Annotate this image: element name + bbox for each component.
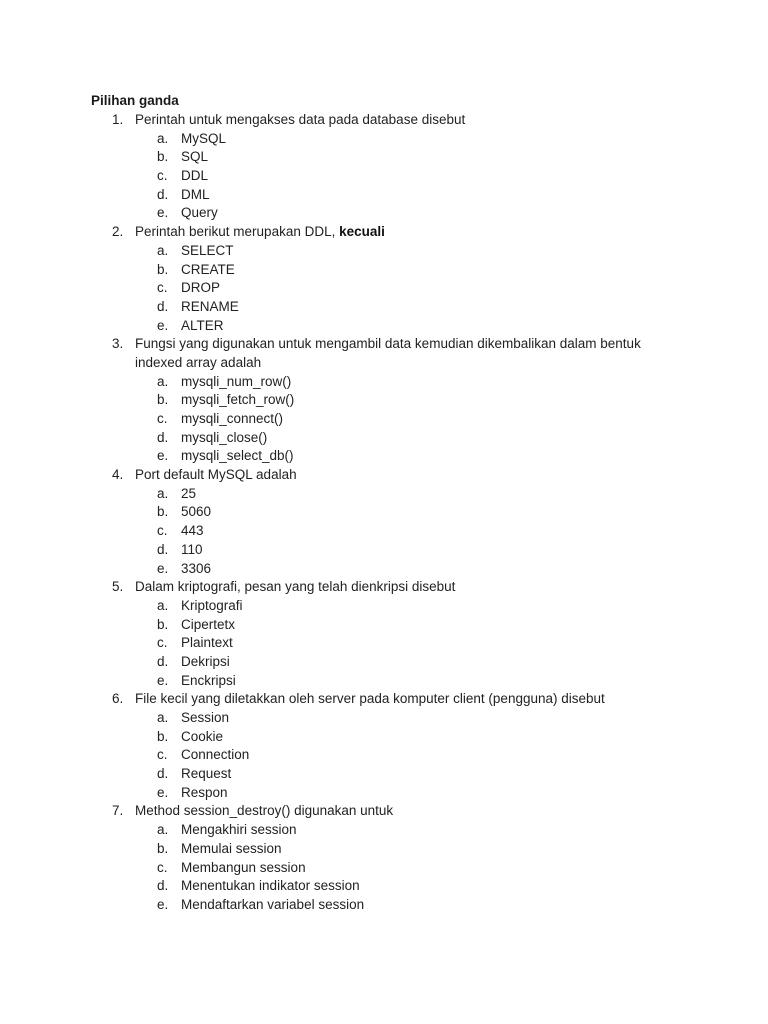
answer-option (0, 410, 768, 429)
option-text: DDL (181, 168, 209, 184)
option-text: Session (181, 710, 230, 725)
option-text: Dekripsi (181, 653, 230, 669)
answer-option (0, 167, 768, 186)
question-text (135, 111, 465, 130)
question-emphasis: kecuali (339, 224, 385, 240)
question-item (0, 578, 768, 690)
question-text (135, 335, 641, 354)
option-letter: c. (157, 635, 168, 651)
option-text: mysqli_fetch_row() (181, 392, 295, 408)
question-item (0, 335, 768, 466)
question-line (0, 111, 768, 130)
option-text: Request (181, 766, 232, 782)
answer-option (0, 242, 768, 261)
option-text: mysqli_close() (181, 429, 268, 445)
answer-option (0, 877, 768, 896)
question-line (0, 335, 768, 354)
option-letter: b. (157, 840, 169, 856)
question-text (135, 578, 455, 597)
option-text: Cookie (181, 728, 224, 744)
option-letter: e. (157, 672, 169, 688)
question-item (0, 111, 768, 223)
option-text: Mendaftarkan variabel session (181, 896, 365, 912)
option-letter: c. (157, 280, 168, 296)
question-text (135, 223, 385, 242)
answer-option (0, 672, 768, 691)
option-text: 25 (181, 485, 197, 501)
option-letter: b. (157, 728, 169, 744)
option-text: Enckripsi (181, 672, 236, 688)
question-text-plain: Fungsi yang digunakan untuk mengambil data kemudian dikembalikan dalam bentuk (135, 336, 641, 352)
answer-option (0, 616, 768, 635)
question-number: 6. (112, 691, 124, 707)
option-letter: a. (157, 130, 169, 146)
option-text: 5060 (181, 504, 212, 520)
answer-option (0, 447, 768, 466)
answer-option (0, 784, 768, 803)
option-text: Membangun session (181, 859, 306, 875)
question-text-plain: Dalam kriptografi, pesan yang telah dienkripsi disebut (135, 579, 456, 595)
option-letter: a. (157, 373, 169, 389)
option-text: mysqli_select_db() (181, 448, 294, 464)
answer-option (0, 261, 768, 280)
answer-option (0, 541, 768, 560)
option-letter: e. (157, 784, 169, 800)
option-text: Query (181, 205, 218, 221)
question-text-plain: Port default MySQL adalah (135, 467, 297, 483)
option-letter: a. (157, 822, 169, 838)
question-text-plain: Perintah untuk mengakses data pada database disebut (135, 112, 466, 127)
question-text-plain: Perintah berikut merupakan DDL, (135, 224, 340, 240)
answer-option (0, 317, 768, 336)
answer-option (0, 391, 768, 410)
option-letter: d. (157, 878, 169, 894)
option-letter: a. (157, 485, 169, 501)
option-text: Mengakhiri session (181, 822, 297, 838)
answer-option (0, 653, 768, 672)
question-text (135, 690, 605, 709)
answer-option (0, 728, 768, 747)
option-text: CREATE (181, 261, 235, 277)
answer-option (0, 204, 768, 223)
option-letter: d. (157, 541, 169, 557)
option-letter: a. (157, 710, 169, 725)
option-text: Respon (181, 784, 228, 800)
option-text: ALTER (181, 317, 224, 333)
question-number: 4. (112, 467, 124, 483)
answer-option (0, 298, 768, 317)
answer-option (0, 429, 768, 448)
option-text: mysqli_connect() (181, 411, 284, 426)
question-text (135, 466, 297, 485)
option-text: RENAME (181, 298, 239, 314)
option-letter: e. (157, 896, 169, 912)
option-text: mysqli_num_row() (181, 373, 292, 389)
question-item (0, 223, 768, 335)
option-letter: b. (157, 149, 169, 165)
answer-option (0, 148, 768, 167)
option-letter: a. (157, 242, 169, 258)
answer-option (0, 709, 768, 728)
option-letter: d. (157, 298, 169, 314)
option-text: Memulai session (181, 840, 282, 856)
option-text: MySQL (181, 130, 227, 146)
question-text (135, 802, 393, 821)
option-letter: e. (157, 448, 169, 464)
option-letter: c. (157, 168, 168, 184)
question-text (135, 354, 261, 373)
option-letter: c. (157, 747, 168, 763)
option-letter: a. (157, 597, 169, 613)
option-letter: b. (157, 261, 169, 277)
option-text: 3306 (181, 560, 212, 576)
question-line (0, 802, 768, 821)
answer-option (0, 597, 768, 616)
option-letter: e. (157, 205, 169, 221)
answer-option (0, 130, 768, 149)
question-text-plain: Method session_destroy() digunakan untuk (135, 803, 394, 819)
option-text: Plaintext (181, 635, 233, 651)
answer-option (0, 560, 768, 579)
option-text: Cipertetx (181, 616, 236, 632)
option-letter: d. (157, 429, 169, 445)
option-letter: d. (157, 766, 169, 782)
question-text-plain: File kecil yang diletakkan oleh server pada komputer client (pengguna) disebut (135, 691, 605, 707)
answer-option (0, 186, 768, 205)
option-letter: c. (157, 411, 168, 426)
answer-option (0, 485, 768, 504)
question-number: 1. (112, 112, 124, 127)
option-letter: e. (157, 317, 169, 333)
option-letter: b. (157, 504, 169, 520)
question-item (0, 690, 768, 802)
option-letter: e. (157, 560, 169, 576)
question-line (0, 354, 768, 373)
question-line (0, 223, 768, 242)
question-list (0, 111, 768, 915)
option-text: SELECT (181, 242, 234, 258)
answer-option (0, 522, 768, 541)
answer-option (0, 373, 768, 392)
answer-option (0, 503, 768, 522)
question-number: 3. (112, 336, 124, 352)
option-letter: c. (157, 523, 168, 539)
option-text: Kriptografi (181, 597, 243, 613)
option-letter: d. (157, 653, 169, 669)
answer-option (0, 821, 768, 840)
option-letter: b. (157, 616, 169, 632)
question-number: 2. (112, 224, 124, 240)
question-text-plain: indexed array adalah (135, 354, 262, 370)
option-text: SQL (181, 149, 209, 165)
answer-option (0, 634, 768, 653)
option-letter: b. (157, 392, 169, 408)
option-text: 110 (181, 541, 203, 557)
option-letter: c. (157, 859, 168, 875)
section-title: Pilihan ganda (91, 93, 179, 108)
option-text: DROP (181, 280, 221, 296)
answer-option (0, 746, 768, 765)
question-item (0, 466, 768, 578)
question-line (0, 466, 768, 485)
option-text: Connection (181, 747, 250, 763)
question-item (0, 802, 768, 914)
answer-option (0, 859, 768, 878)
answer-option (0, 896, 768, 915)
question-line (0, 578, 768, 597)
question-number: 7. (112, 803, 124, 819)
question-line (0, 690, 768, 709)
question-number: 5. (112, 579, 124, 595)
option-text: 443 (181, 523, 204, 539)
answer-option (0, 279, 768, 298)
answer-option (0, 765, 768, 784)
option-text: DML (181, 186, 210, 202)
answer-option (0, 840, 768, 859)
option-text: Menentukan indikator session (181, 878, 360, 894)
option-letter: d. (157, 186, 169, 202)
